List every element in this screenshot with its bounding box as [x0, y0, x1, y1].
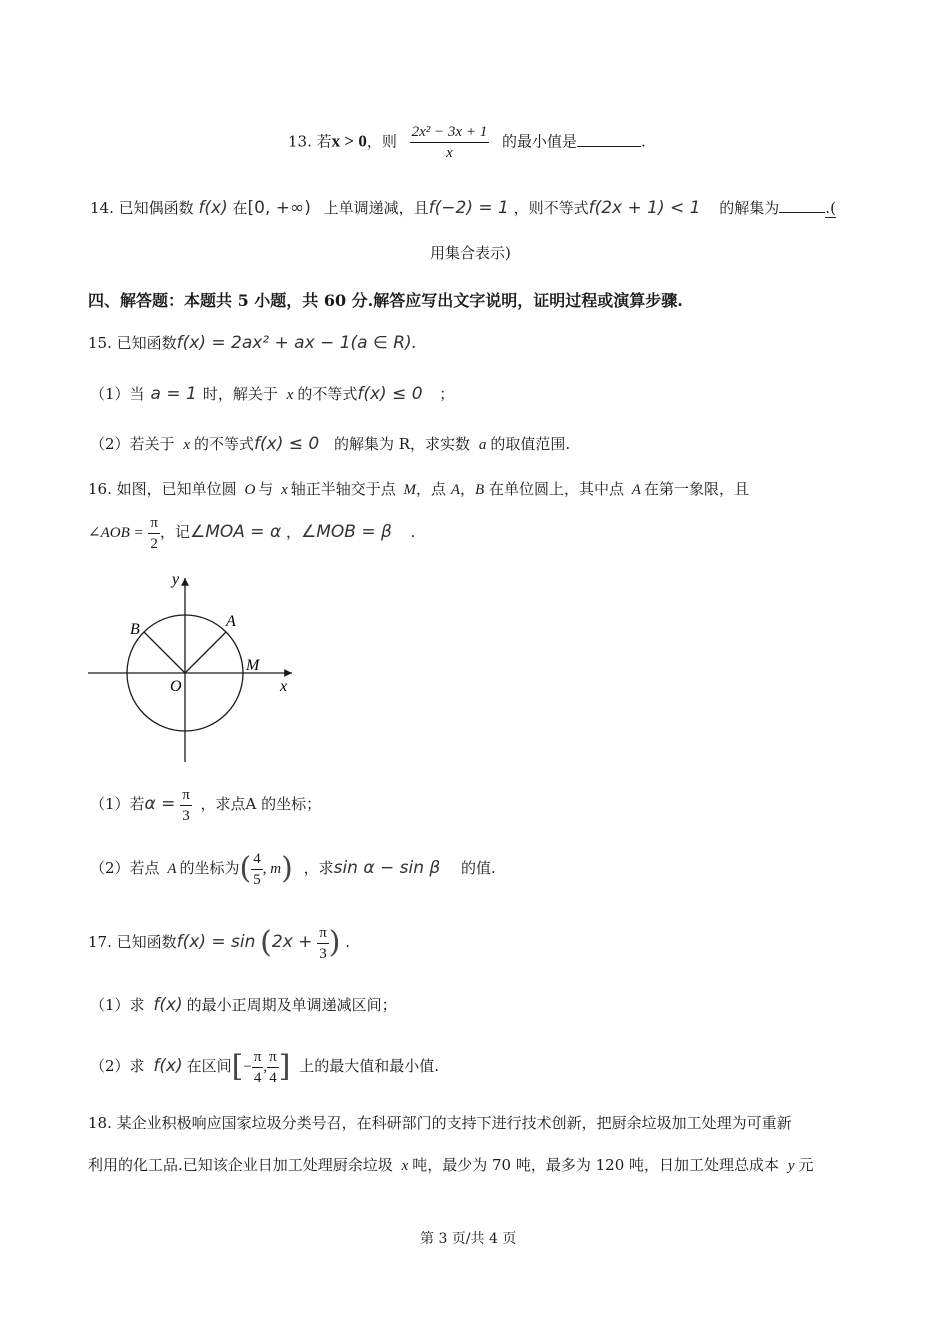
q16-part1: （1）若α = $\frac{\pi}{3}$ ，求点A 的坐标；	[90, 786, 322, 824]
section-heading: 四、解答题：本题共 5 小题，共 60 分.解答应写出文字说明，证明过程或演算步骤.	[88, 291, 683, 310]
q17-part2: （2）求 f(x) 在区间[− $\frac{\pi}{4}$ , $\frac{\pi}{4}$ ] 上的最大值和最小值.	[90, 1048, 440, 1086]
segment-ob	[144, 632, 185, 673]
label-y: y	[172, 571, 180, 588]
segment-oa	[185, 632, 226, 673]
q18-line2: 利用的化工品.已知该企业日加工处理厨余垃圾 x 吨，最少为 70 吨，最多为 120 吨，日加工处理总成本 y 元	[88, 1156, 814, 1174]
q16-part2: （2）若点 A 的坐标为( $\frac{4}{5}$ , m) ，求sin α − sin β 的值.	[90, 850, 496, 888]
q13: 13. 若x > 0，则 $\frac{\text{2x² − 3x + 1}}{x}$ 的最小值是 .	[288, 124, 646, 161]
q15-part2: （2）若关于 x 的不等式f(x) ≤ 0 的解集为 R，求实数 a 的取值范围.	[90, 434, 571, 454]
q17-part1: （1）求 f(x) 的最小正周期及单调递减区间；	[90, 995, 397, 1015]
q18-line1: 18. 某企业积极响应国家垃圾分类号召，在科研部门的支持下进行技术创新，把厨余垃圾加工处理为可重新	[88, 1114, 792, 1132]
label-m: M	[246, 657, 260, 674]
label-x: x	[280, 678, 288, 695]
label-a: A	[226, 613, 236, 630]
q16-line2: ∠AOB = $\frac{\pi}{2}$ ，记∠MOA = α ，∠MOB = β .	[88, 514, 416, 552]
q14-line2: 用集合表示)	[430, 244, 511, 262]
page-footer: 第 3 页/共 4 页	[420, 1231, 517, 1247]
unit-circle-figure	[86, 570, 306, 770]
q13-fraction: $\frac{\text{2x² − 3x + 1}}{x}$	[411, 124, 488, 161]
label-o: O	[170, 678, 182, 695]
q15: 15. 已知函数f(x) = 2ax² + ax − 1(a ∈ R).	[88, 333, 418, 353]
q17: 17. 已知函数f(x) = sin (2x + $\frac{\pi}{3}$ ) .	[88, 924, 351, 962]
q13-answer-blank	[577, 130, 641, 147]
q13-condition: x > 0	[331, 131, 367, 151]
q14: 14. 已知偶函数 f(x) 在[0, +∞) 上单调递减，且f(−2) = 1 ，则不等式f(2x + 1) < 1 的解集为 .(	[90, 198, 836, 218]
q15-part1: （1）当 a = 1 时，解关于 x 的不等式f(x) ≤ 0 ；	[90, 384, 455, 404]
label-b: B	[130, 621, 140, 638]
q16: 16. 如图，已知单位圆 O 与 x 轴正半轴交于点 M，点 A，B 在单位圆上，其中点 A 在第一象限，且	[88, 480, 749, 498]
q14-answer-blank	[779, 196, 825, 213]
